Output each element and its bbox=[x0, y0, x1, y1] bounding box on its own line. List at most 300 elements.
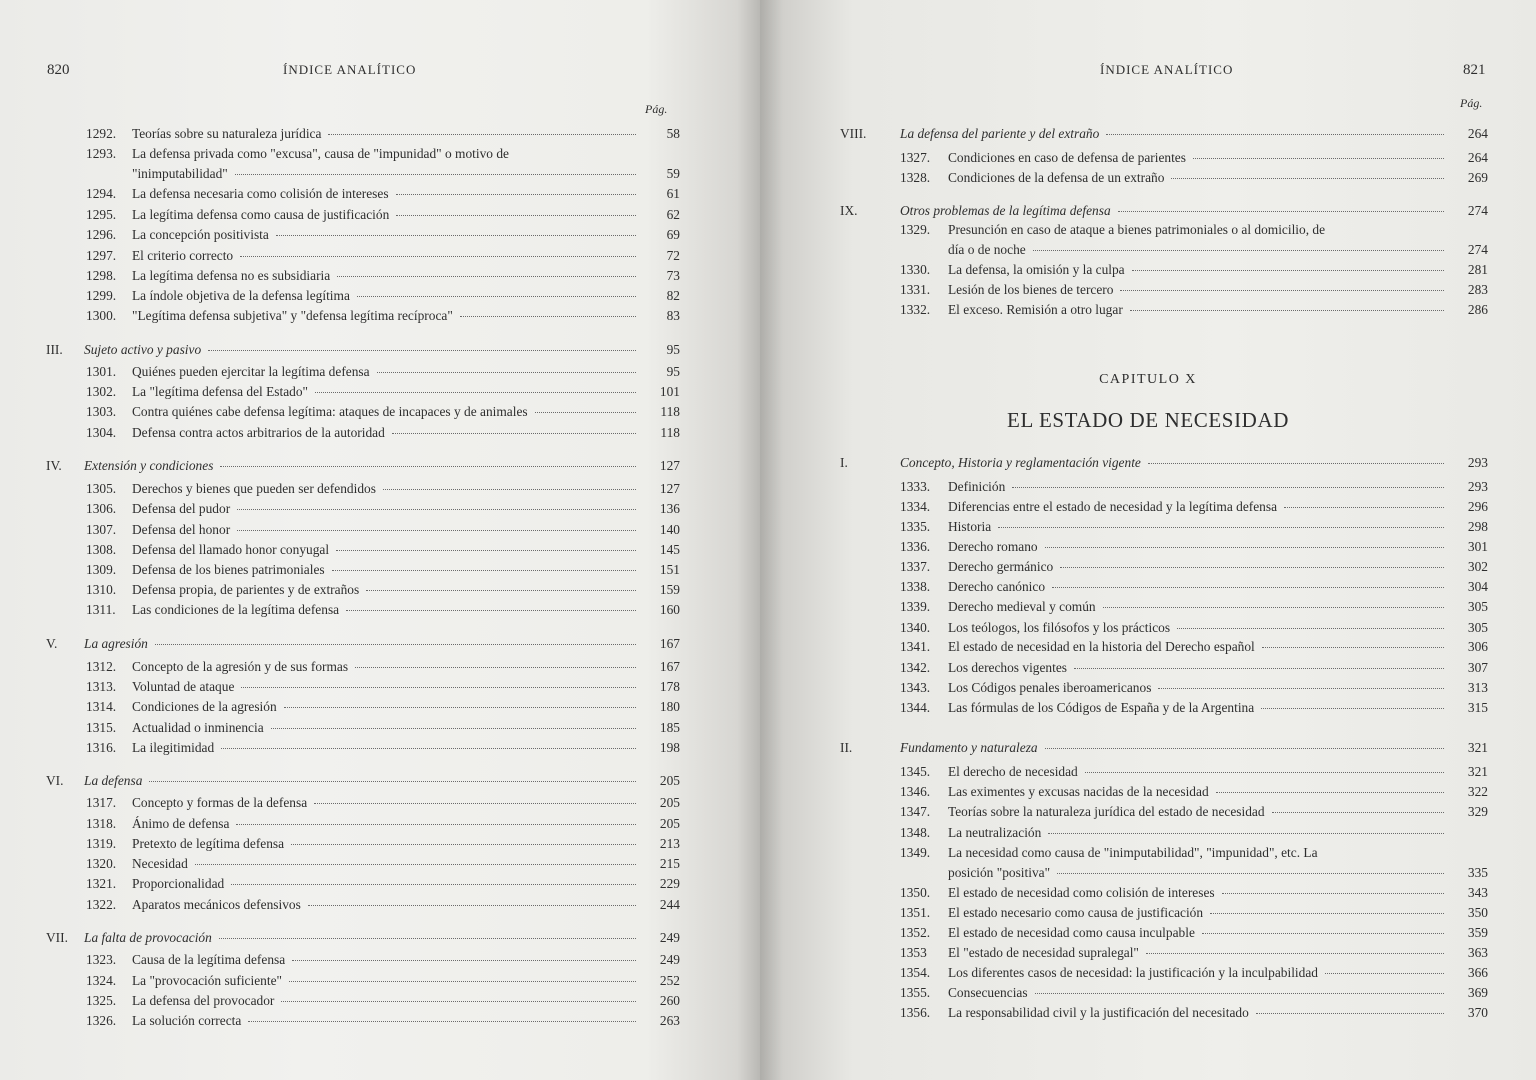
dot-leader bbox=[1048, 833, 1444, 834]
entry-text: Consecuencias bbox=[948, 985, 1028, 1000]
entry-number: 1295. bbox=[86, 207, 117, 222]
section-heading bbox=[840, 124, 1488, 144]
dot-leader bbox=[998, 527, 1444, 528]
index-entry bbox=[840, 477, 1488, 497]
entry-text: La defensa del provocador bbox=[132, 993, 275, 1008]
entry-text: El exceso. Remisión a otro lugar bbox=[948, 302, 1123, 317]
page-ref: 252 bbox=[659, 973, 680, 988]
page-ref: 370 bbox=[1467, 1005, 1488, 1020]
page-ref: 301 bbox=[1467, 539, 1488, 554]
entry-text: Los Códigos penales iberoamericanos bbox=[948, 680, 1152, 695]
dot-leader bbox=[208, 350, 636, 351]
dot-leader bbox=[284, 707, 636, 708]
entry-text: Actualidad o inminencia bbox=[132, 720, 264, 735]
section-heading bbox=[30, 634, 680, 654]
entry-number: 1353 bbox=[900, 945, 927, 960]
entry-text: La concepción positivista bbox=[132, 227, 269, 242]
page-ref: 127 bbox=[659, 481, 680, 496]
entry-number: 1333. bbox=[900, 479, 931, 494]
running-head: ÍNDICE ANALÍTICO bbox=[1100, 62, 1234, 77]
page-ref: 296 bbox=[1467, 499, 1488, 514]
entry-text: posición "positiva" bbox=[948, 865, 1051, 880]
entry-number: 1317. bbox=[86, 795, 117, 810]
section-heading bbox=[30, 928, 680, 948]
entry-number: 1298. bbox=[86, 268, 117, 283]
index-entry bbox=[840, 943, 1488, 963]
page-ref: 127 bbox=[659, 458, 680, 473]
entry-text: Defensa propia, de parientes y de extraños bbox=[132, 582, 360, 597]
section-number: V. bbox=[46, 636, 58, 651]
page-ref: 359 bbox=[1467, 925, 1488, 940]
index-entry bbox=[840, 658, 1488, 678]
entry-text: Condiciones de la agresión bbox=[132, 699, 277, 714]
entry-text: La "provocación suficiente" bbox=[132, 973, 282, 988]
dot-leader bbox=[1103, 607, 1444, 608]
page-ref: 304 bbox=[1467, 579, 1488, 594]
dot-leader bbox=[220, 466, 636, 467]
index-entry bbox=[840, 983, 1488, 1003]
dot-leader bbox=[219, 938, 636, 939]
index-entry bbox=[840, 618, 1488, 638]
dot-leader bbox=[308, 905, 636, 906]
index-entry bbox=[30, 738, 680, 758]
entry-number: 1349. bbox=[900, 845, 931, 860]
dot-leader bbox=[291, 844, 636, 845]
entry-number: 1319. bbox=[86, 836, 117, 851]
dot-leader bbox=[237, 530, 636, 531]
entry-text: Proporcionalidad bbox=[132, 876, 225, 891]
running-head: ÍNDICE ANALÍTICO bbox=[283, 62, 417, 77]
section-number: IV. bbox=[46, 458, 62, 473]
entry-text: Historia bbox=[948, 519, 992, 534]
page-ref: 281 bbox=[1467, 262, 1488, 277]
entry-number: 1293. bbox=[86, 146, 117, 161]
page-ref: 249 bbox=[659, 952, 680, 967]
page-ref: 145 bbox=[659, 542, 680, 557]
index-entry bbox=[30, 499, 680, 519]
page-ref: 321 bbox=[1467, 764, 1488, 779]
section-number: II. bbox=[840, 740, 853, 755]
dot-leader bbox=[236, 824, 636, 825]
page-ref: 264 bbox=[1467, 126, 1488, 141]
section-title: La defensa del pariente y del extraño bbox=[900, 126, 1100, 141]
entry-text: "Legítima defensa subjetiva" y "defensa legítima recíproca" bbox=[132, 308, 453, 323]
page-ref: 249 bbox=[659, 930, 680, 945]
page-ref: 269 bbox=[1467, 170, 1488, 185]
entry-text: Las condiciones de la legítima defensa bbox=[132, 602, 340, 617]
entry-text: La defensa, la omisión y la culpa bbox=[948, 262, 1125, 277]
entry-number: 1347. bbox=[900, 804, 931, 819]
entry-text: Teorías sobre la naturaleza jurídica del estado de necesidad bbox=[948, 804, 1265, 819]
page-column-label: Pág. bbox=[1460, 96, 1483, 110]
entry-number: 1334. bbox=[900, 499, 931, 514]
dot-leader bbox=[332, 570, 636, 571]
entry-number: 1355. bbox=[900, 985, 931, 1000]
index-entry bbox=[840, 782, 1488, 802]
page-ref: 293 bbox=[1467, 455, 1488, 470]
index-entry bbox=[30, 286, 680, 306]
entry-text: Teorías sobre su naturaleza jurídica bbox=[132, 126, 322, 141]
index-entry bbox=[840, 577, 1488, 597]
page-ref: 343 bbox=[1467, 885, 1488, 900]
entry-text: Causa de la legítima defensa bbox=[132, 952, 286, 967]
page-ref: 205 bbox=[659, 816, 680, 831]
dot-leader bbox=[1060, 567, 1444, 568]
dot-leader bbox=[1012, 487, 1444, 488]
entry-text: Quiénes pueden ejercitar la legítima defensa bbox=[132, 364, 370, 379]
index-entry bbox=[30, 560, 680, 580]
dot-leader bbox=[248, 1021, 636, 1022]
section-heading bbox=[30, 340, 680, 360]
entry-text: Pretexto de legítima defensa bbox=[132, 836, 285, 851]
page-ref: 180 bbox=[659, 699, 680, 714]
entry-number: 1309. bbox=[86, 562, 117, 577]
entry-number: 1318. bbox=[86, 816, 117, 831]
entry-text: Defensa del honor bbox=[132, 522, 231, 537]
index-entry bbox=[840, 843, 1488, 863]
index-entry bbox=[840, 168, 1488, 188]
entry-number: 1330. bbox=[900, 262, 931, 277]
entry-text: Aparatos mecánicos defensivos bbox=[132, 897, 301, 912]
index-entry bbox=[30, 834, 680, 854]
page-ref: 244 bbox=[659, 897, 680, 912]
index-entry bbox=[840, 637, 1488, 657]
entry-number: 1350. bbox=[900, 885, 931, 900]
section-title: Extensión y condiciones bbox=[84, 458, 214, 473]
entry-text: Condiciones de la defensa de un extraño bbox=[948, 170, 1165, 185]
dot-leader bbox=[1325, 973, 1444, 974]
dot-leader bbox=[1118, 211, 1444, 212]
index-entry bbox=[30, 479, 680, 499]
section-heading bbox=[840, 453, 1488, 473]
chapter-label: CAPITULO X bbox=[1099, 372, 1197, 387]
dot-leader bbox=[1052, 587, 1444, 588]
section-title: Otros problemas de la legítima defensa bbox=[900, 203, 1111, 218]
index-entry bbox=[840, 557, 1488, 577]
dot-leader bbox=[396, 215, 636, 216]
index-entry bbox=[30, 306, 680, 326]
index-entry bbox=[30, 793, 680, 813]
dot-leader bbox=[1222, 893, 1444, 894]
dot-leader bbox=[1262, 647, 1444, 648]
entry-number: 1331. bbox=[900, 282, 931, 297]
index-entry bbox=[30, 854, 680, 874]
dot-leader bbox=[1106, 134, 1444, 135]
dot-leader bbox=[1261, 708, 1444, 709]
page-ref: 321 bbox=[1467, 740, 1488, 755]
page-ref: 136 bbox=[659, 501, 680, 516]
entry-number: 1351. bbox=[900, 905, 931, 920]
page-ref: 329 bbox=[1467, 804, 1488, 819]
chapter-title: EL ESTADO DE NECESIDAD bbox=[1007, 408, 1289, 432]
entry-number: 1352. bbox=[900, 925, 931, 940]
entry-number: 1304. bbox=[86, 425, 117, 440]
index-entry bbox=[30, 246, 680, 266]
entry-number: 1310. bbox=[86, 582, 117, 597]
dot-leader bbox=[314, 803, 636, 804]
page-ref: 95 bbox=[666, 342, 680, 357]
page-ref: 73 bbox=[666, 268, 680, 283]
page-ref: 205 bbox=[659, 773, 680, 788]
index-entry bbox=[30, 971, 680, 991]
entry-text: La defensa necesaria como colisión de intereses bbox=[132, 186, 389, 201]
entry-text: Defensa contra actos arbitrarios de la autoridad bbox=[132, 425, 385, 440]
entry-text: La solución correcta bbox=[132, 1013, 242, 1028]
dot-leader bbox=[1177, 628, 1444, 629]
page-ref: 298 bbox=[1467, 519, 1488, 534]
entry-number: 1337. bbox=[900, 559, 931, 574]
entry-text: La ilegitimidad bbox=[132, 740, 215, 755]
right-page bbox=[760, 0, 1536, 1080]
page-ref: 305 bbox=[1467, 599, 1488, 614]
page-ref: 151 bbox=[659, 562, 680, 577]
index-entry bbox=[30, 600, 680, 620]
dot-leader bbox=[281, 1001, 636, 1002]
entry-number: 1324. bbox=[86, 973, 117, 988]
entry-text: Presunción en caso de ataque a bienes patrimoniales o al domicilio, de bbox=[948, 222, 1326, 237]
dot-leader bbox=[195, 864, 636, 865]
page-ref: 283 bbox=[1467, 282, 1488, 297]
dot-leader bbox=[1085, 772, 1444, 773]
index-entry bbox=[30, 895, 680, 915]
dot-leader bbox=[336, 550, 636, 551]
page-ref: 274 bbox=[1467, 203, 1488, 218]
entry-number: 1316. bbox=[86, 740, 117, 755]
dot-leader bbox=[1272, 812, 1444, 813]
section-heading bbox=[30, 456, 680, 476]
index-entry bbox=[840, 1003, 1488, 1023]
entry-number: 1342. bbox=[900, 660, 931, 675]
entry-text: Voluntad de ataque bbox=[132, 679, 235, 694]
index-entry bbox=[840, 240, 1488, 260]
index-entry bbox=[840, 903, 1488, 923]
entry-number: 1340. bbox=[900, 620, 931, 635]
dot-leader bbox=[1210, 913, 1444, 914]
index-entry bbox=[840, 883, 1488, 903]
dot-leader bbox=[1033, 250, 1444, 251]
page-ref: 140 bbox=[659, 522, 680, 537]
section-number: IX. bbox=[840, 203, 858, 218]
entry-number: 1311. bbox=[86, 602, 116, 617]
entry-number: 1325. bbox=[86, 993, 117, 1008]
page-column-label: Pág. bbox=[645, 102, 668, 116]
section-title: La agresión bbox=[84, 636, 148, 651]
dot-leader bbox=[1284, 507, 1444, 508]
index-entry bbox=[30, 657, 680, 677]
dot-leader bbox=[396, 194, 636, 195]
entry-number: 1320. bbox=[86, 856, 117, 871]
dot-leader bbox=[355, 667, 636, 668]
index-entry bbox=[840, 678, 1488, 698]
dot-leader bbox=[149, 781, 636, 782]
index-entry bbox=[840, 220, 1488, 240]
entry-text: Derecho germánico bbox=[948, 559, 1054, 574]
entry-text: Los derechos vigentes bbox=[948, 660, 1067, 675]
index-entry bbox=[840, 863, 1488, 883]
index-entry bbox=[840, 300, 1488, 320]
entry-number: 1314. bbox=[86, 699, 117, 714]
page-ref: 369 bbox=[1467, 985, 1488, 1000]
index-entry bbox=[30, 677, 680, 697]
index-entry bbox=[840, 802, 1488, 822]
entry-number: 1312. bbox=[86, 659, 117, 674]
dot-leader bbox=[1216, 792, 1444, 793]
entry-text: La neutralización bbox=[948, 825, 1042, 840]
entry-text: La legítima defensa no es subsidiaria bbox=[132, 268, 331, 283]
section-title: La falta de provocación bbox=[84, 930, 212, 945]
page-ref: 313 bbox=[1467, 680, 1488, 695]
page-ref: 363 bbox=[1467, 945, 1488, 960]
entry-number: 1344. bbox=[900, 700, 931, 715]
entry-number: 1327. bbox=[900, 150, 931, 165]
page-ref: 167 bbox=[659, 636, 680, 651]
entry-number: 1305. bbox=[86, 481, 117, 496]
page-number: 820 bbox=[47, 62, 70, 78]
page-ref: 307 bbox=[1467, 660, 1488, 675]
page-ref: 322 bbox=[1467, 784, 1488, 799]
dot-leader bbox=[155, 644, 636, 645]
index-entry bbox=[30, 874, 680, 894]
entry-text: La índole objetiva de la defensa legítima bbox=[132, 288, 350, 303]
page-ref: 178 bbox=[659, 679, 680, 694]
page-ref: 215 bbox=[659, 856, 680, 871]
page-ref: 205 bbox=[659, 795, 680, 810]
entry-text: El estado de necesidad como causa inculpable bbox=[948, 925, 1195, 940]
page-ref: 350 bbox=[1467, 905, 1488, 920]
index-entry bbox=[840, 823, 1488, 843]
index-entry bbox=[840, 260, 1488, 280]
entry-number: 1339. bbox=[900, 599, 931, 614]
entry-number: 1338. bbox=[900, 579, 931, 594]
page-ref: 260 bbox=[659, 993, 680, 1008]
entry-text: "inimputabilidad" bbox=[132, 166, 228, 181]
entry-number: 1356. bbox=[900, 1005, 931, 1020]
dot-leader bbox=[1148, 463, 1444, 464]
dot-leader bbox=[460, 316, 636, 317]
entry-text: Necesidad bbox=[132, 856, 188, 871]
entry-text: La "legítima defensa del Estado" bbox=[132, 384, 309, 399]
page-ref: 315 bbox=[1467, 700, 1488, 715]
page-ref: 58 bbox=[666, 126, 680, 141]
page-ref: 263 bbox=[659, 1013, 680, 1028]
entry-text: Definición bbox=[948, 479, 1006, 494]
index-column bbox=[30, 0, 680, 1080]
section-number: III. bbox=[46, 342, 63, 357]
index-entry bbox=[840, 537, 1488, 557]
index-entry bbox=[840, 497, 1488, 517]
page-ref: 198 bbox=[659, 740, 680, 755]
entry-text: Derecho medieval y común bbox=[948, 599, 1096, 614]
entry-text: Defensa de los bienes patrimoniales bbox=[132, 562, 325, 577]
entry-number: 1321. bbox=[86, 876, 117, 891]
entry-number: 1328. bbox=[900, 170, 931, 185]
index-column bbox=[840, 0, 1488, 1080]
entry-text: El "estado de necesidad supralegal" bbox=[948, 945, 1139, 960]
dot-leader bbox=[1132, 270, 1444, 271]
index-entry bbox=[30, 520, 680, 540]
page-ref: 59 bbox=[666, 166, 680, 181]
entry-text: Derechos y bienes que pueden ser defendidos bbox=[132, 481, 376, 496]
page-number: 821 bbox=[1463, 62, 1486, 78]
section-title: Fundamento y naturaleza bbox=[900, 740, 1038, 755]
index-entry bbox=[30, 814, 680, 834]
dot-leader bbox=[315, 392, 636, 393]
index-entry bbox=[30, 697, 680, 717]
index-entry bbox=[30, 540, 680, 560]
entry-number: 1308. bbox=[86, 542, 117, 557]
page-ref: 213 bbox=[659, 836, 680, 851]
entry-text: El estado necesario como causa de justificación bbox=[948, 905, 1204, 920]
section-title: Concepto, Historia y reglamentación vigente bbox=[900, 455, 1141, 470]
entry-text: Lesión de los bienes de tercero bbox=[948, 282, 1114, 297]
dot-leader bbox=[237, 509, 636, 510]
entry-number: 1341. bbox=[900, 639, 931, 654]
dot-leader bbox=[328, 134, 636, 135]
dot-leader bbox=[1074, 668, 1444, 669]
entry-number: 1345. bbox=[900, 764, 931, 779]
entry-number: 1315. bbox=[86, 720, 117, 735]
index-entry bbox=[840, 280, 1488, 300]
dot-leader bbox=[1171, 178, 1444, 179]
index-entry bbox=[30, 225, 680, 245]
page-ref: 185 bbox=[659, 720, 680, 735]
entry-text: Concepto y formas de la defensa bbox=[132, 795, 308, 810]
dot-leader bbox=[221, 748, 636, 749]
entry-number: 1301. bbox=[86, 364, 117, 379]
index-entry bbox=[30, 184, 680, 204]
page-ref: 366 bbox=[1467, 965, 1488, 980]
entry-text: día o de noche bbox=[948, 242, 1026, 257]
index-entry bbox=[30, 164, 680, 184]
dot-leader bbox=[383, 489, 636, 490]
entry-text: Derecho canónico bbox=[948, 579, 1046, 594]
entry-text: Ánimo de defensa bbox=[132, 816, 230, 831]
dot-leader bbox=[1045, 748, 1444, 749]
dot-leader bbox=[1146, 953, 1444, 954]
entry-number: 1343. bbox=[900, 680, 931, 695]
dot-leader bbox=[1202, 933, 1444, 934]
entry-text: Las eximentes y excusas nacidas de la necesidad bbox=[948, 784, 1209, 799]
page-ref: 72 bbox=[666, 248, 680, 263]
entry-number: 1354. bbox=[900, 965, 931, 980]
section-number: VIII. bbox=[840, 126, 867, 141]
index-entry bbox=[30, 718, 680, 738]
index-entry bbox=[30, 266, 680, 286]
page-ref: 95 bbox=[666, 364, 680, 379]
section-heading bbox=[30, 771, 680, 791]
entry-text: La necesidad como causa de "inimputabilidad", "impunidad", etc. La bbox=[948, 845, 1318, 860]
index-entry bbox=[30, 402, 680, 422]
page-ref: 302 bbox=[1467, 559, 1488, 574]
entry-number: 1329. bbox=[900, 222, 931, 237]
page-ref: 286 bbox=[1467, 302, 1488, 317]
dot-leader bbox=[357, 296, 636, 297]
page-ref: 61 bbox=[666, 186, 680, 201]
page-ref: 305 bbox=[1467, 620, 1488, 635]
index-entry bbox=[30, 124, 680, 144]
section-title: La defensa bbox=[84, 773, 143, 788]
page-ref: 118 bbox=[660, 404, 680, 419]
index-entry bbox=[840, 597, 1488, 617]
dot-leader bbox=[337, 276, 636, 277]
dot-leader bbox=[241, 687, 636, 688]
index-entry bbox=[30, 991, 680, 1011]
entry-text: La defensa privada como "excusa", causa de "impunidad" o motivo de bbox=[132, 146, 509, 161]
dot-leader bbox=[276, 235, 636, 236]
dot-leader bbox=[231, 884, 636, 885]
entry-number: 1303. bbox=[86, 404, 117, 419]
dot-leader bbox=[1057, 873, 1444, 874]
